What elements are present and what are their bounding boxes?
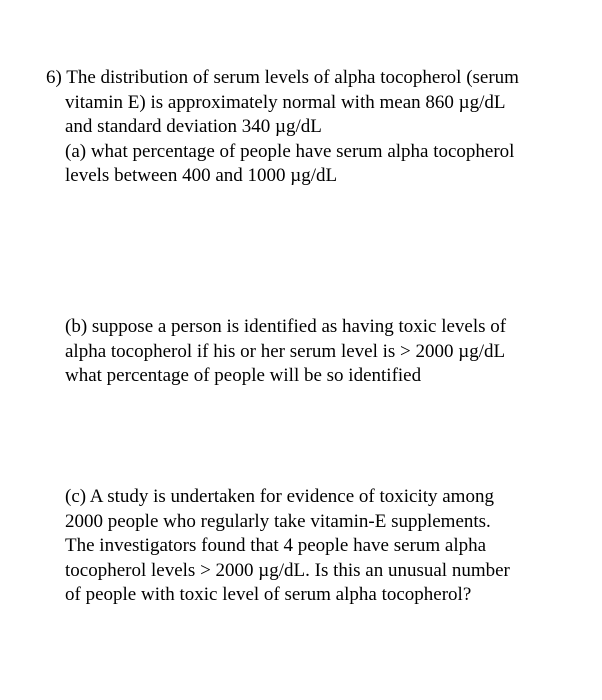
part-a-line-2: levels between 400 and 1000 µg/dL <box>65 165 338 186</box>
part-a-line-1: (a) what percentage of people have serum alpha tocopherol <box>65 140 515 162</box>
part-b-line-1: (b) suppose a person is identified as having toxic levels of <box>65 316 507 337</box>
part-c-line-4: tocopherol levels > 2000 µg/dL. Is this an unusual number <box>65 559 510 581</box>
question-6-line-1 <box>46 66 576 91</box>
question-number: 6) <box>46 67 67 88</box>
part-c-line-2: 2000 people who regularly take vitamin-E supplements. <box>65 510 491 532</box>
part-c-line-3: The investigators found that 4 people have serum alpha <box>65 535 487 556</box>
part-b-line-3: what percentage of people will be so identified <box>65 365 422 386</box>
part-c-line-5: of people with toxic level of serum alpha tocopherol? <box>65 584 472 605</box>
question-6-intro <box>46 66 576 189</box>
part-b-line-2: alpha tocopherol if his or her serum level is > 2000 µg/dL <box>65 340 506 362</box>
intro-text-line-1: The distribution of serum levels of alpha tocopherol (serum <box>66 67 519 88</box>
intro-text-line-2: vitamin E) is approximately normal with mean 860 µg/dL <box>65 91 506 113</box>
question-6-part-c <box>46 485 595 608</box>
intro-text-line-3: and standard deviation 340 µg/dL <box>65 116 322 137</box>
question-6-part-b <box>46 315 595 389</box>
part-c-line-1: (c) A study is undertaken for evidence of toxicity among <box>65 486 494 507</box>
